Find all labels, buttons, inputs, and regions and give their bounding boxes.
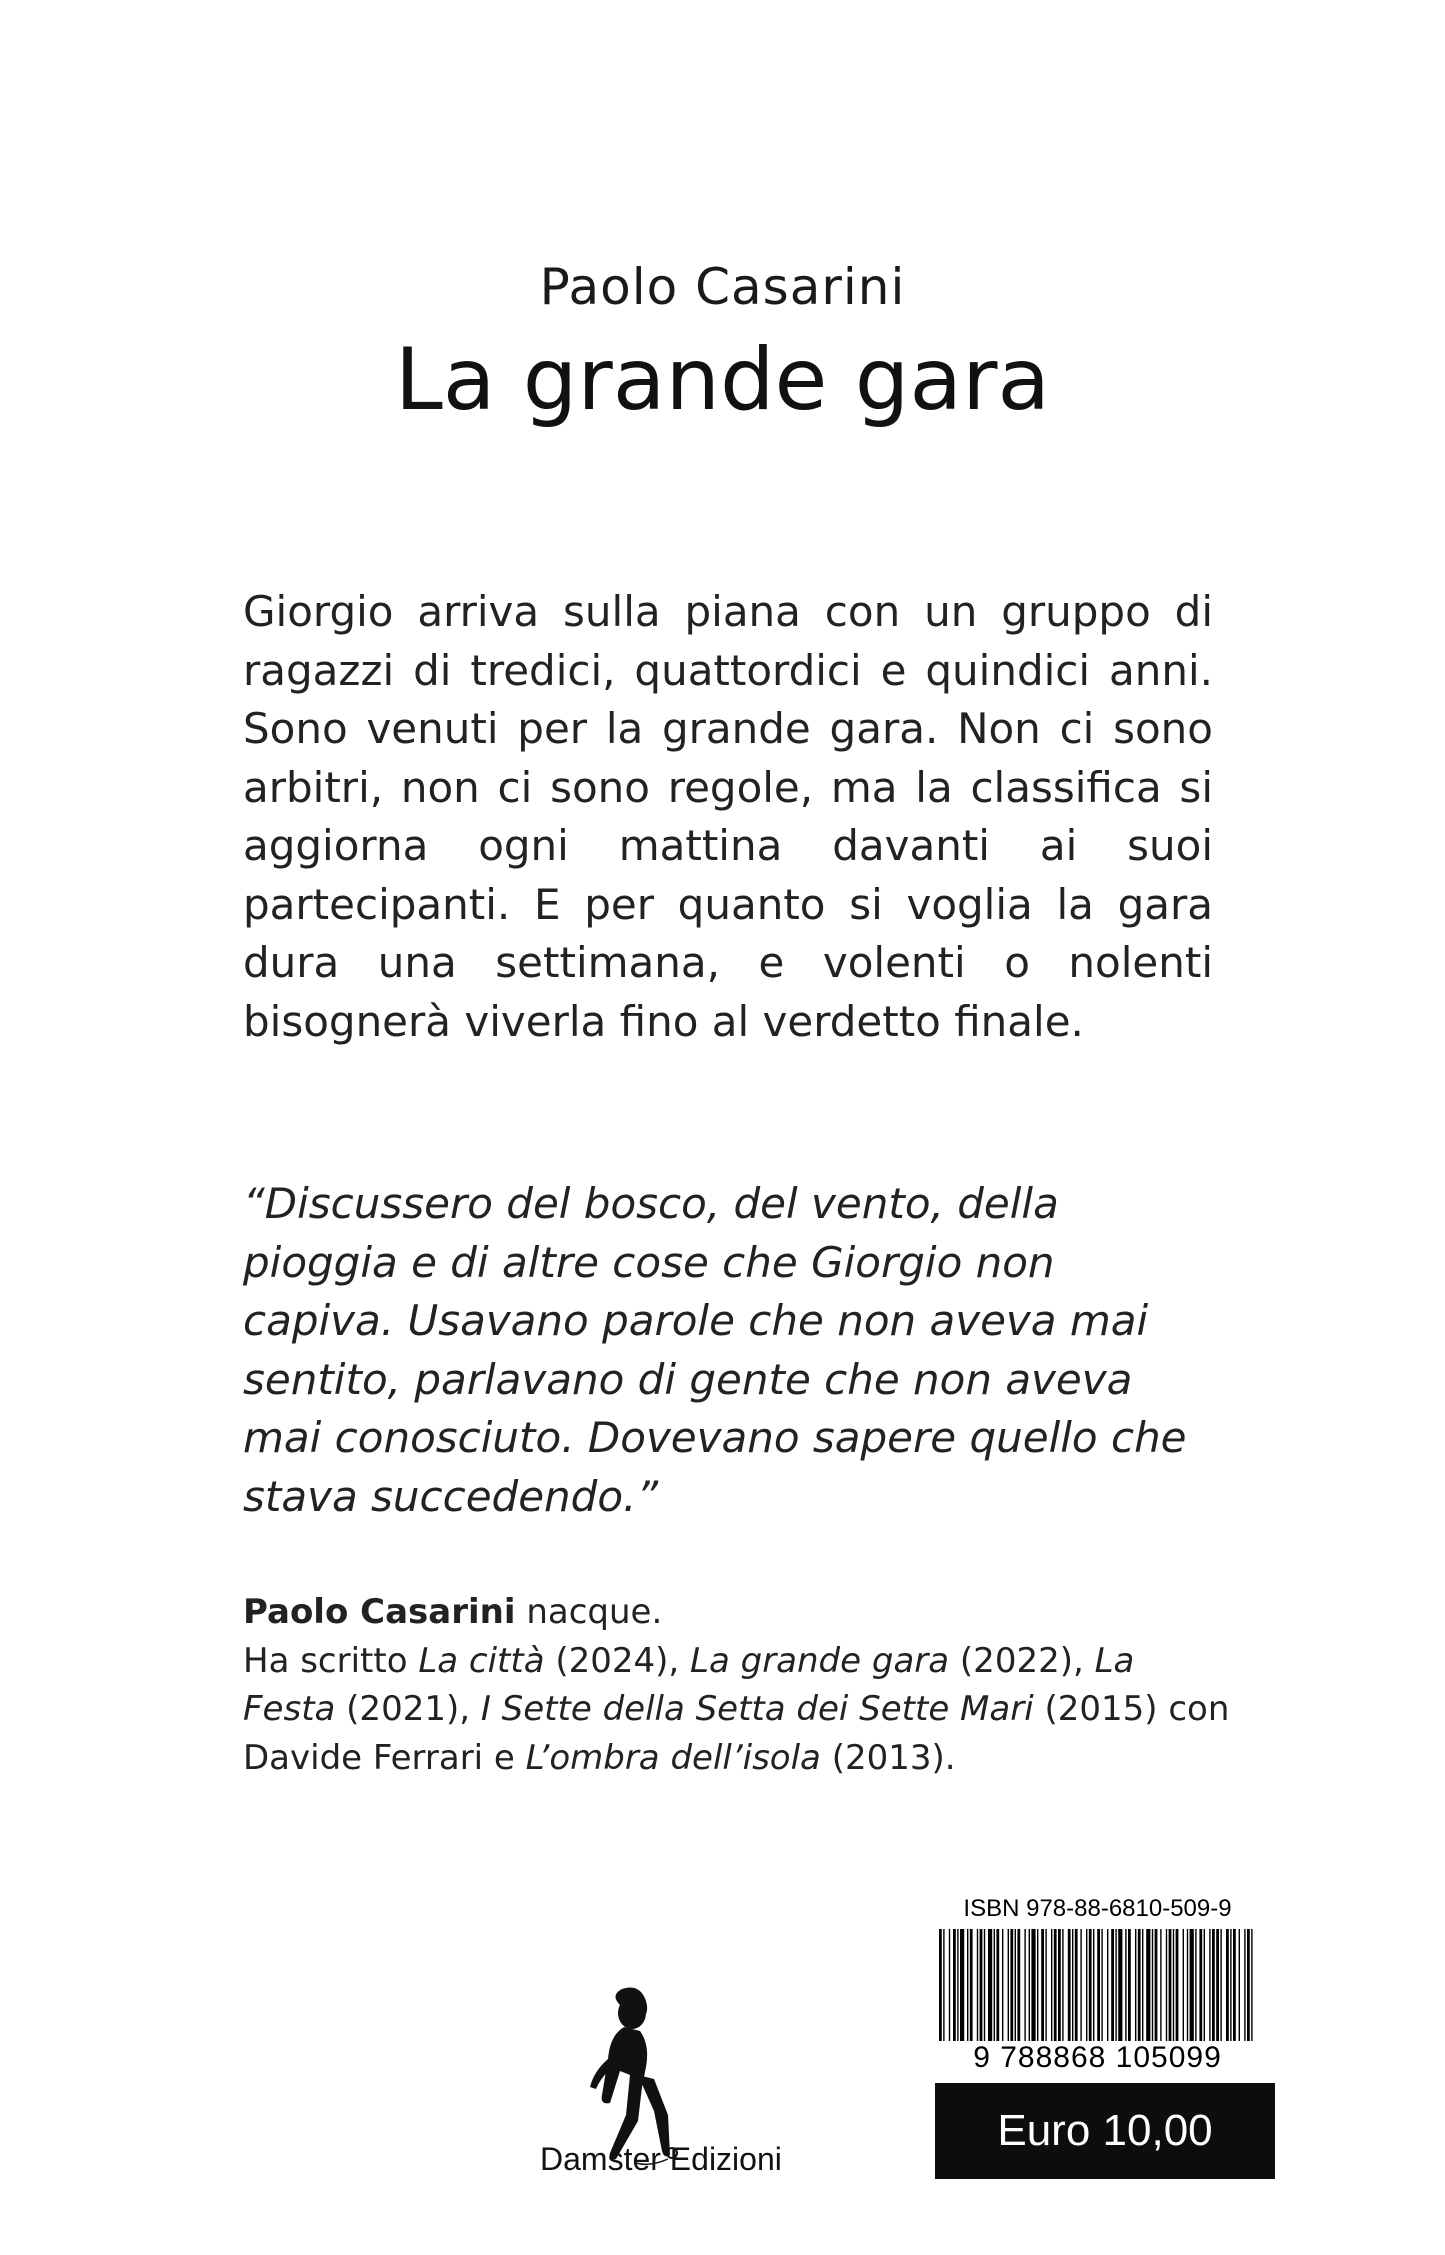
isbn-label: ISBN 978-88-6810-509-9 [963, 1895, 1232, 1922]
bio-line-1 [243, 1588, 1233, 1637]
excerpt-quote: “Discussero del bosco, del vento, della pioggia e di altre cose che Giorgio non capiva. Usavano parole che non aveva mai sentito, parlavano di gente che non aveva mai conosciuto. Dovevano sapere quello che stava succedendo.” [243, 1179, 1187, 1521]
bio-work: La Festa [243, 1640, 1135, 1729]
bio-prefix: Ha scritto [243, 1640, 419, 1681]
bio-work: L’ombra dell’isola [525, 1737, 821, 1778]
bio-work: La grande gara [690, 1640, 950, 1681]
bio-born-text: nacque. [515, 1592, 663, 1632]
author-name: Paolo Casarini [539, 258, 906, 316]
book-title: La grande gara [394, 330, 1051, 430]
bio-year: (2015) con Davide Ferrari e [243, 1689, 1230, 1778]
barcode [935, 1895, 1260, 2079]
barcode-digits: 9 788868 105099 [973, 2041, 1222, 2074]
bio-work: I Sette della Setta dei Sette Mari [480, 1689, 1034, 1729]
publisher-name: Damster Edizioni [540, 2141, 782, 2177]
bio-year: (2022), [949, 1640, 1095, 1681]
bio-author-name: Paolo Casarini [243, 1592, 516, 1632]
author-bio [243, 1588, 1233, 1782]
bio-year: (2013). [820, 1737, 956, 1778]
blurb-paragraph: Giorgio arriva sulla piana con un gruppo di ragazzi di tredici, quattordici e quindici anni. Sono venuti per la grande gara. Non ci sono arbitri, non ci sono regole, ma la classifica si aggiorna ogni mattina davanti ai suoi partecipanti. E per quanto si voglia la gara dura una settimana, e volenti o nolenti bisognerà viverla fino al verdetto finale. [243, 587, 1213, 1046]
bio-year: (2024), [544, 1640, 691, 1681]
bio-year: (2021), [335, 1689, 481, 1729]
price-label: Euro 10,00 [935, 2083, 1275, 2179]
barcode-bars [935, 1929, 1260, 2041]
bio-work: La città [418, 1640, 545, 1681]
bio-works [243, 1637, 1233, 1783]
